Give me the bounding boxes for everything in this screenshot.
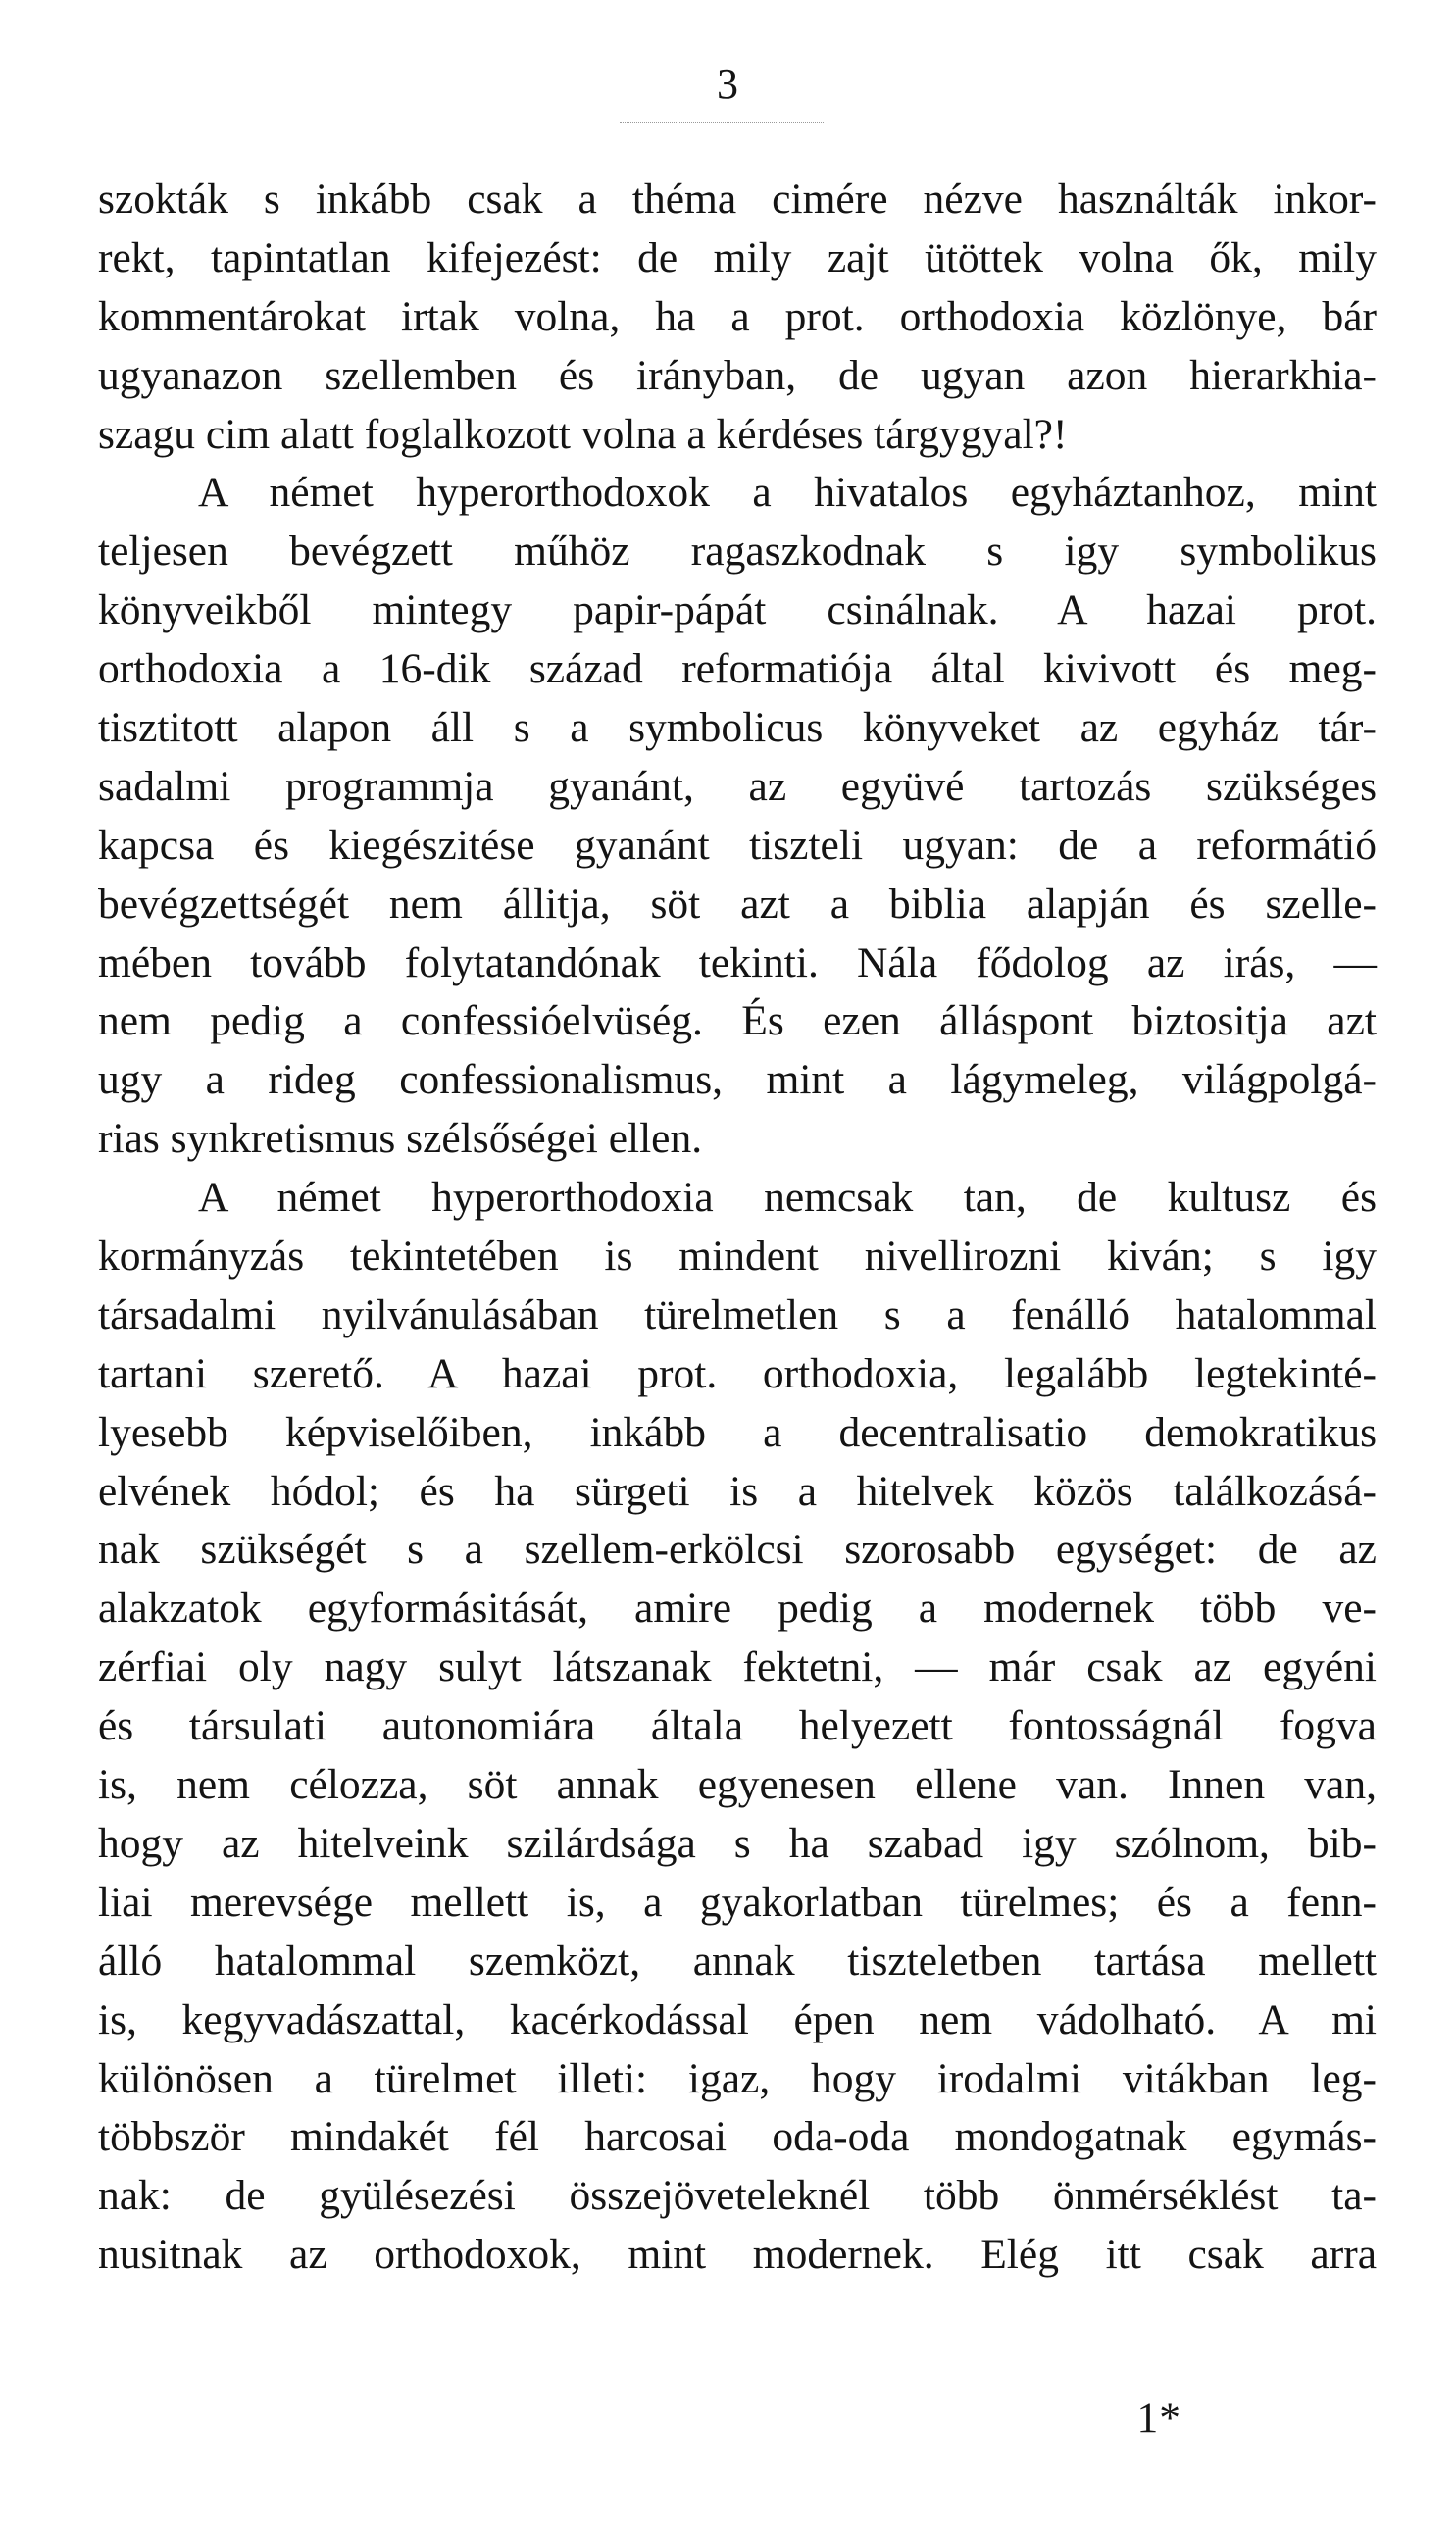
text-line: többször mindakét fél harcosai oda-oda mondogatnak egymás-	[98, 2113, 1377, 2161]
text-line: A német hyperorthodoxia nemcsak tan, de kultusz és	[198, 1174, 1377, 1222]
text-line: is, kegyvadászattal, kacérkodással épen nem vádolható. A mi	[98, 1995, 1377, 2043]
text-line: liai merevsége mellett is, a gyakorlatban türelmes; és a fenn-	[98, 1878, 1377, 1926]
page-number: 3	[717, 60, 739, 108]
text-line: sadalmi programmja gyanánt, az együvé tartozás szükséges	[98, 762, 1377, 810]
text-body	[98, 171, 1377, 2285]
text-line: teljesen bevégzett műhöz ragaszkodnak s igy symbolikus	[98, 528, 1377, 576]
text-line: különösen a türelmet illeti: igaz, hogy irodalmi vitákban leg-	[98, 2054, 1377, 2102]
text-line: és társulati autonomiára általa helyezett fontosságnál fogva	[98, 1702, 1377, 1750]
signature-mark: 1*	[1136, 2395, 1181, 2442]
text-line: alakzatok egyformásitását, amire pedig a modernek több ve-	[98, 1585, 1377, 1633]
text-line: kapcsa és kiegészitése gyanánt tiszteli ugyan: de a reformátió	[98, 821, 1377, 869]
text-line: tartani szerető. A hazai prot. orthodoxia, legalább legtekinté-	[98, 1349, 1377, 1397]
text-line: bevégzettségét nem állitja, söt azt a biblia alapján és szelle-	[98, 880, 1377, 928]
text-line: társadalmi nyilvánulásában türelmetlen s a fenálló hatalommal	[98, 1290, 1377, 1338]
text-line: nak: de gyülésezési összejöveteleknél több önmérséklést ta-	[98, 2172, 1377, 2220]
text-line: A német hyperorthodoxok a hivatalos egyháztanhoz, mint	[198, 469, 1377, 517]
text-line: elvének hódol; és ha sürgeti is a hitelvek közös találkozásá-	[98, 1467, 1377, 1515]
text-line: lyesebb képviselőiben, inkább a decentralisatio demokratikus	[98, 1408, 1377, 1456]
header-ornament	[620, 122, 824, 126]
text-line: tisztitott alapon áll s a symbolicus könyveket az egyház tár-	[98, 704, 1377, 752]
text-line: mében tovább folytatandónak tekinti. Nála fődolog az irás, —	[98, 938, 1377, 986]
text-line: zérfiai oly nagy sulyt látszanak fektetni, — már csak az egyéni	[98, 1643, 1377, 1691]
text-line: ugyanazon szellemben és irányban, de ugyan azon hierarkhia-	[98, 351, 1377, 399]
text-line: nusitnak az orthodoxok, mint modernek. Elég itt csak arra	[98, 2231, 1377, 2279]
text-line: orthodoxia a 16-dik század reformatiója által kivivott és meg-	[98, 645, 1377, 693]
text-line: szagu cim alatt foglalkozott volna a kérdéses tárgygyal?!	[98, 410, 1068, 458]
text-line: hogy az hitelveink szilárdsága s ha szabad igy szólnom, bib-	[98, 1819, 1377, 1867]
text-line: álló hatalommal szemközt, annak tiszteletben tartása mellett	[98, 1937, 1377, 1985]
text-line: rias synkretismus szélsőségei ellen.	[98, 1115, 703, 1163]
text-line: kommentárokat irtak volna, ha a prot. orthodoxia közlönye, bár	[98, 292, 1377, 340]
text-line: ugy a rideg confessionalismus, mint a lágymeleg, világpolgá-	[98, 1056, 1377, 1104]
text-line: szokták s inkább csak a théma cimére nézve használták inkor-	[98, 176, 1377, 223]
text-line: nem pedig a confessióelvüség. És ezen álláspont biztositja azt	[98, 997, 1377, 1045]
text-line: rekt, tapintatlan kifejezést: de mily zajt ütöttek volna ők, mily	[98, 233, 1377, 281]
text-line: nak szükségét s a szellem-erkölcsi szorosabb egységet: de az	[98, 1526, 1377, 1574]
text-line: kormányzás tekintetében is mindent nivellirozni kiván; s igy	[98, 1233, 1377, 1281]
text-line: könyveikből mintegy papir-pápát csinálnak. A hazai prot.	[98, 586, 1377, 634]
text-line: is, nem célozza, söt annak egyenesen ellene van. Innen van,	[98, 1761, 1377, 1809]
